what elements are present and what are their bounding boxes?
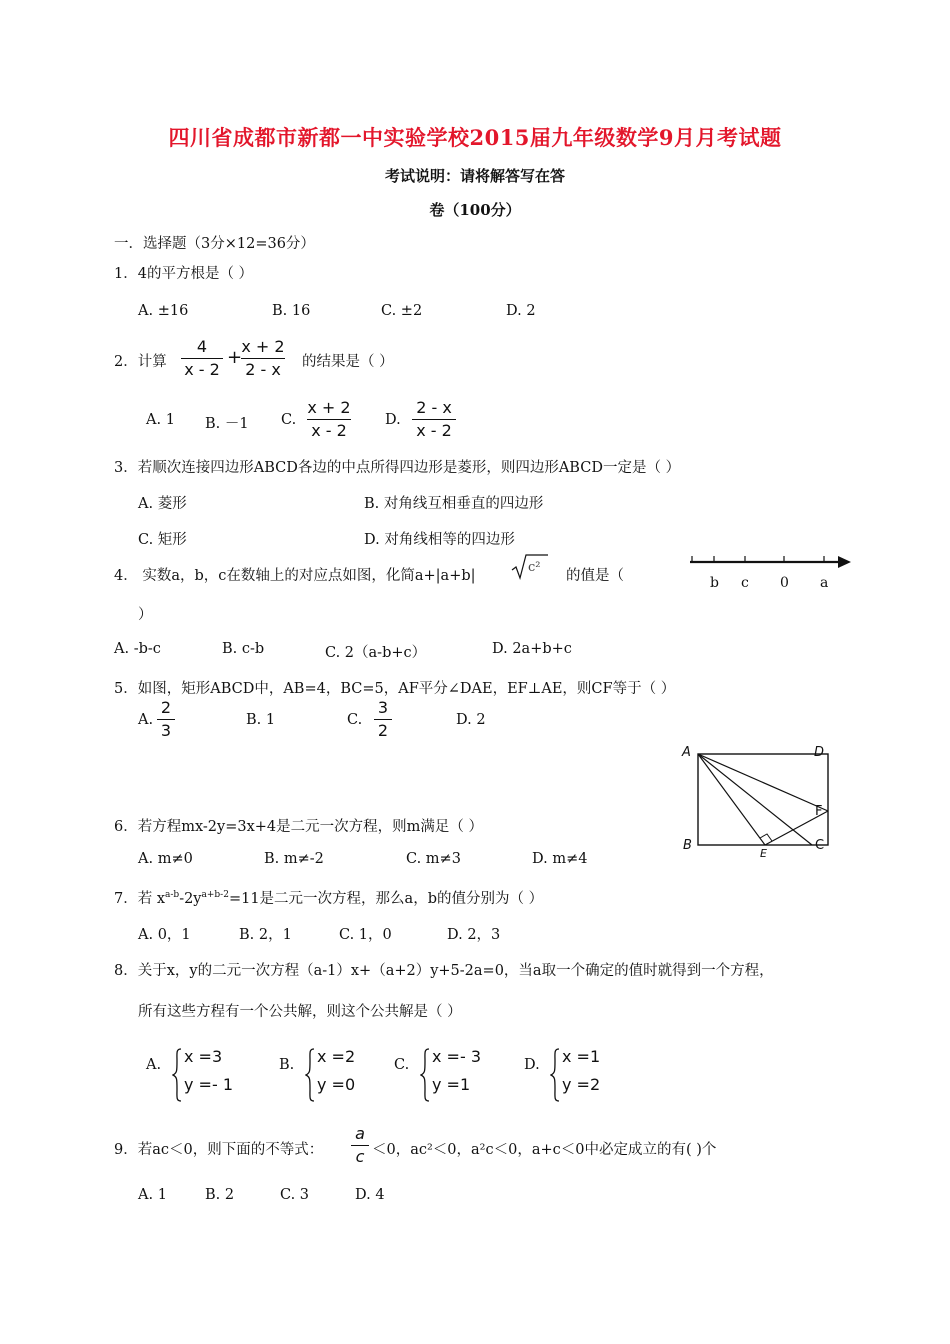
q8-option-d-system	[550, 1047, 620, 1103]
axis-label-b: b	[710, 575, 719, 591]
q7-stem-c: =11是二元一次方程，那么a，b的值分别为（ ）	[228, 891, 544, 907]
q5-a-denominator: 3	[160, 721, 172, 740]
q2-f2-numerator: x + 2	[241, 337, 285, 356]
q4-option-a: A. -b-c	[114, 641, 161, 657]
q9-suffix: ＜0，ac²＜0，a²c＜0，a+c＜0中必定成立的有( )个	[372, 1142, 717, 1158]
q8-a-eq2: y =- 1	[184, 1075, 233, 1094]
q2-fraction-2	[240, 336, 286, 381]
q2-option-a: A. 1	[146, 412, 175, 428]
q3-option-b: B. 对角线互相垂直的四边形	[364, 496, 544, 512]
q9-numerator: a	[355, 1124, 365, 1143]
q7-option-c: C. 1，0	[339, 927, 392, 943]
brace-icon	[305, 1047, 315, 1103]
q5-option-c-label: C.	[347, 712, 363, 728]
q7-exponent-1: a-b	[165, 890, 180, 901]
q8-b-eq2: y =0	[317, 1075, 356, 1094]
q8-line2: 所有这些方程有一个公共解，则这个公共解是（ ）	[138, 1004, 462, 1020]
q9-option-c: C. 3	[280, 1187, 310, 1203]
q7-stem	[114, 887, 543, 908]
q5-option-d: D. 2	[456, 712, 486, 728]
q6-option-a: A. m≠0	[138, 851, 193, 867]
q1-stem: 1．4的平方根是（ ）	[114, 266, 254, 282]
q9-denominator: c	[355, 1147, 365, 1166]
q6-stem: 6．若方程mx-2y=3x+4是二元一次方程，则m满足（ ）	[114, 819, 483, 835]
q7-option-b: B. 2，1	[239, 927, 292, 943]
q1-option-b: B. 16	[272, 303, 311, 319]
q8-option-b-label: B.	[279, 1057, 295, 1073]
q1-option-c: C. ±2	[381, 303, 423, 319]
q2-plus: +	[227, 347, 243, 368]
q2-option-c-label: C.	[281, 412, 297, 428]
brace-icon	[172, 1047, 182, 1103]
q8-d-eq1: x =1	[562, 1047, 601, 1066]
q8-option-c-system	[420, 1047, 500, 1103]
q8-option-b-system	[305, 1047, 375, 1103]
fig-label-f: F	[815, 804, 823, 819]
q4-stem-b: 的值是（	[566, 568, 624, 584]
q5-c-numerator: 3	[377, 698, 389, 717]
brace-icon	[420, 1047, 430, 1103]
q5-option-a-label: A.	[138, 712, 154, 728]
q9-option-b: B. 2	[205, 1187, 235, 1203]
q5-option-b: B. 1	[246, 712, 276, 728]
q2-prefix: 2．计算	[114, 354, 167, 370]
q7-stem-a: 7．若 x	[114, 891, 166, 907]
q5-c-denominator: 2	[377, 721, 389, 740]
axis-label-a: a	[820, 575, 829, 591]
fig-label-d: D	[814, 745, 825, 760]
q8-d-eq2: y =2	[562, 1075, 601, 1094]
q2-option-d-fraction	[411, 397, 457, 442]
q4-option-b: B. c-b	[222, 641, 265, 657]
q6-option-b: B. m≠-2	[264, 851, 324, 867]
q3-option-c: C. 矩形	[138, 532, 187, 548]
q2-d-denominator: x - 2	[416, 421, 452, 440]
q7-option-d: D. 2，3	[447, 927, 501, 943]
q2-f2-denominator: 2 - x	[245, 360, 281, 379]
q8-option-d-label: D.	[524, 1057, 540, 1073]
q5-option-c-fraction	[373, 697, 393, 742]
q6-option-c: C. m≠3	[406, 851, 461, 867]
q9-prefix: 9．若ac＜0，则下面的不等式：	[114, 1142, 324, 1158]
fig-label-b: B	[683, 838, 692, 853]
axis-label-zero: 0	[780, 575, 789, 591]
q2-suffix: 的结果是（ ）	[302, 354, 394, 370]
q3-stem: 3．若顺次连接四边形ABCD各边的中点所得四边形是菱形，则四边形ABCD一定是（ ）	[114, 460, 681, 476]
q8-c-eq2: y =1	[432, 1075, 471, 1094]
q4-option-d: D. 2a+b+c	[492, 641, 572, 657]
q6-option-d: D. m≠4	[532, 851, 588, 867]
q5-a-numerator: 2	[160, 698, 172, 717]
brace-icon	[550, 1047, 560, 1103]
q8-b-eq1: x =2	[317, 1047, 356, 1066]
q2-f1-numerator: 4	[196, 337, 208, 356]
q2-option-d-label: D.	[385, 412, 401, 428]
q2-f1-denominator: x - 2	[184, 360, 220, 379]
q9-fraction	[350, 1123, 370, 1168]
section-heading: 一．选择题（3分×12=36分）	[114, 236, 315, 252]
q5-option-a-fraction	[156, 697, 176, 742]
q4-stem-c: ）	[138, 607, 153, 623]
page-title: 四川省成都市新都一中实验学校2015届九年级数学9月月考试题	[168, 125, 782, 150]
fig-label-c: C	[815, 838, 825, 853]
q4-sqrt-content: c²	[528, 560, 541, 575]
q8-a-eq1: x =3	[184, 1047, 223, 1066]
q9-option-a: A. 1	[138, 1187, 167, 1203]
q4-stem-a: 4． 实数a，b，c在数轴上的对应点如图，化简a+|a+b|	[114, 568, 476, 584]
q7-stem-b: -2y	[179, 891, 202, 907]
q5-stem: 5．如图，矩形ABCD中，AB=4，BC=5，AF平分∠DAE，EF⊥AE，则CF等于（ ）	[114, 681, 676, 697]
q3-option-a: A. 菱形	[138, 496, 187, 512]
q8-c-eq1: x =- 3	[432, 1047, 481, 1066]
q2-c-denominator: x - 2	[311, 421, 347, 440]
q8-line1: 8．关于x，y的二元一次方程（a-1）x+（a+2）y+5-2a=0，当a取一个确定的值时就得到一个方程，	[114, 963, 774, 979]
exam-note-line2: 卷（100分）	[429, 201, 521, 219]
q2-option-b: B. －1	[205, 416, 249, 432]
q7-option-a: A. 0，1	[138, 927, 191, 943]
q2-option-c-fraction	[306, 397, 352, 442]
q4-option-c: C. 2（a-b+c）	[325, 645, 427, 661]
rectangle-figure	[680, 742, 850, 862]
q2-c-numerator: x + 2	[307, 398, 351, 417]
q3-option-d: D. 对角线相等的四边形	[364, 532, 515, 548]
exam-note-line1: 考试说明：请将解答写在答	[384, 167, 565, 185]
q2-fraction-1	[180, 336, 224, 381]
q7-exponent-2: a+b-2	[201, 890, 229, 901]
q2-d-numerator: 2 - x	[416, 398, 452, 417]
q1-option-d: D. 2	[506, 303, 536, 319]
q1-option-a: A. ±16	[138, 303, 189, 319]
q8-option-a-system	[172, 1047, 252, 1103]
fig-label-e: E	[760, 847, 767, 860]
fig-label-a: A	[682, 745, 691, 760]
axis-label-c: c	[741, 575, 749, 591]
q8-option-c-label: C.	[394, 1057, 410, 1073]
q9-option-d: D. 4	[355, 1187, 385, 1203]
q8-option-a-label: A.	[146, 1057, 162, 1073]
